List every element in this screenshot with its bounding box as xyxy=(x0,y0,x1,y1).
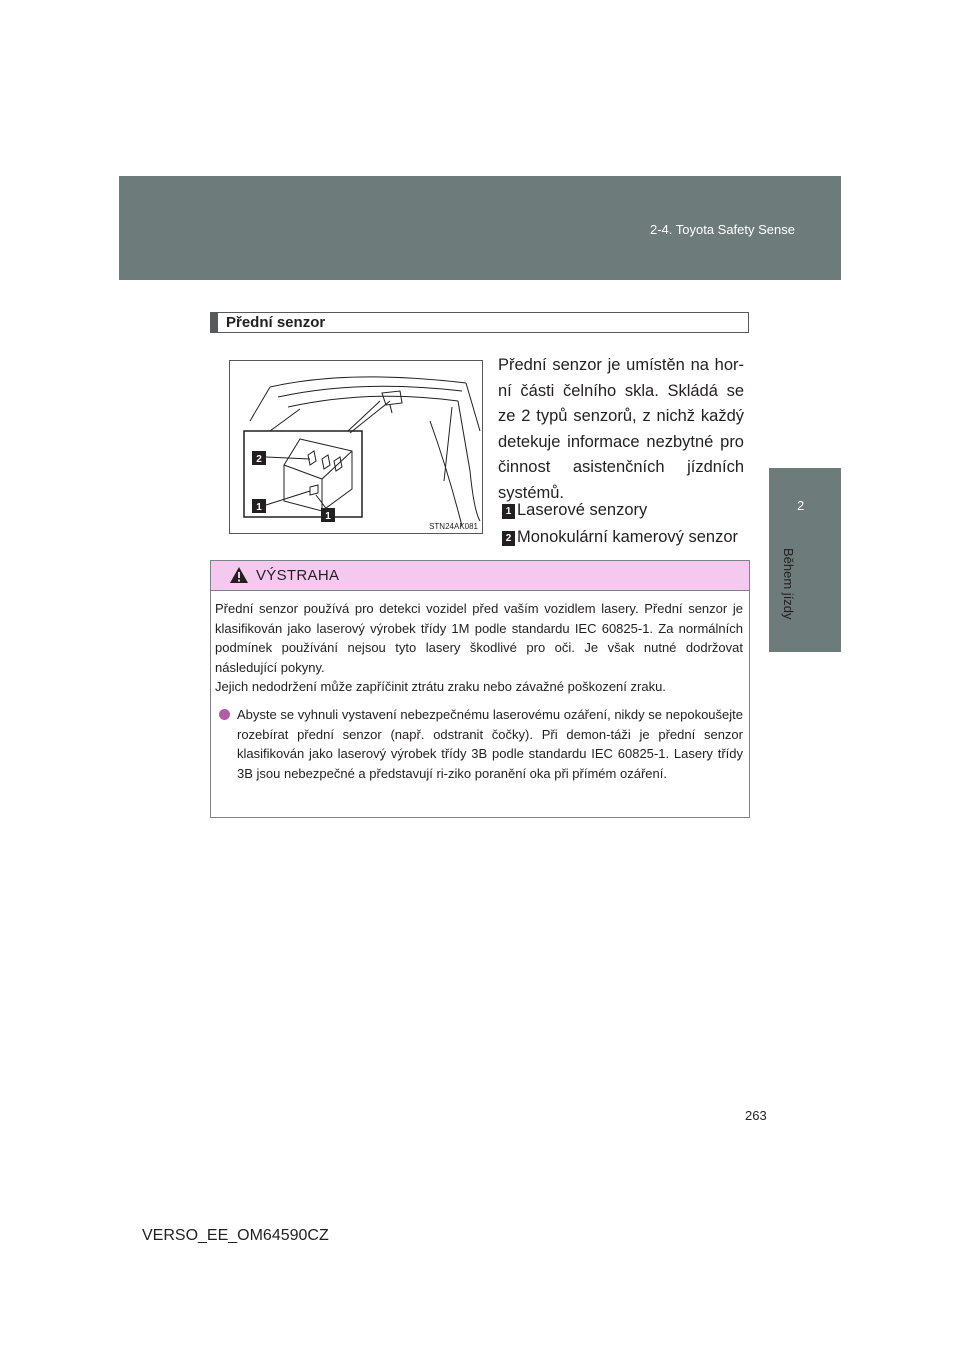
callout-laser-sensors xyxy=(502,501,647,520)
windshield-sensor-drawing xyxy=(230,361,482,533)
warning-paragraph: Přední senzor používá pro detekci vozidel před vaším vozidlem lasery. Přední senzor je klasifikován jako laserový výrobek třídy 1M podle standardu IEC 60825-1. Za normálních podmínek používání nejsou tyto lasery škodlivé pro oči. Je však nutné dodržovat následující pokyny. xyxy=(215,601,743,675)
callout-label-2: Monokulární kamerový senzor xyxy=(517,528,739,546)
header-band xyxy=(119,176,841,280)
warning-consequence: Jejich nedodržení může zapříčinit ztrátu zraku nebo závažné poškození zraku. xyxy=(215,679,666,694)
intro-paragraph: Přední senzor je umístěn na hor-ní části čelního skla. Skládá se ze 2 typů senzorů, z nichž každý detekuje informace nezbytné pro činnost asistenčních jízdních systémů. xyxy=(498,356,744,502)
warning-body xyxy=(215,599,743,697)
page-number: 263 xyxy=(745,1108,767,1123)
bullet-dot xyxy=(219,709,230,720)
figure-code: STN24AK081 xyxy=(429,522,478,531)
chapter-label xyxy=(780,546,836,646)
heading-bar xyxy=(211,313,218,332)
sensor-illustration xyxy=(229,360,483,534)
document-code: VERSO_EE_OM64590CZ xyxy=(142,1227,329,1244)
callout-label-1: Laserové senzory xyxy=(517,501,648,519)
callout-badge-1: 1 xyxy=(502,504,515,519)
svg-text:1: 1 xyxy=(256,502,262,513)
chapter-label-text: Během jízdy xyxy=(781,548,796,620)
chapter-number: 2 xyxy=(797,498,805,513)
section-label: 2-4. Toyota Safety Sense xyxy=(649,222,795,237)
warning-box xyxy=(210,560,750,818)
warning-bullet-text: Abyste se vyhnuli vystavení nebezpečnému laserovému ozáření, nikdy se nepokoušejte rozebírat přední senzor (např. odstranit čočky). Při demon-táži je přední senzor klasifikován jako laserový výrobek třídy 3B podle standardu IEC 60825-1. Lasery třídy 3B jsou nebezpečné a představují ri-ziko poranění oka při přímém ozáření. xyxy=(237,707,743,781)
section-heading xyxy=(210,312,749,333)
svg-text:1: 1 xyxy=(325,511,331,522)
warning-triangle-icon xyxy=(229,566,249,584)
svg-text:2: 2 xyxy=(256,454,262,465)
warning-bullet-item xyxy=(237,705,743,783)
warning-header xyxy=(211,561,749,591)
warning-title: VÝSTRAHA xyxy=(256,567,340,584)
callout-camera-sensor xyxy=(502,528,738,547)
callout-badge-2: 2 xyxy=(502,531,515,546)
section-heading-text: Přední senzor xyxy=(226,314,326,331)
